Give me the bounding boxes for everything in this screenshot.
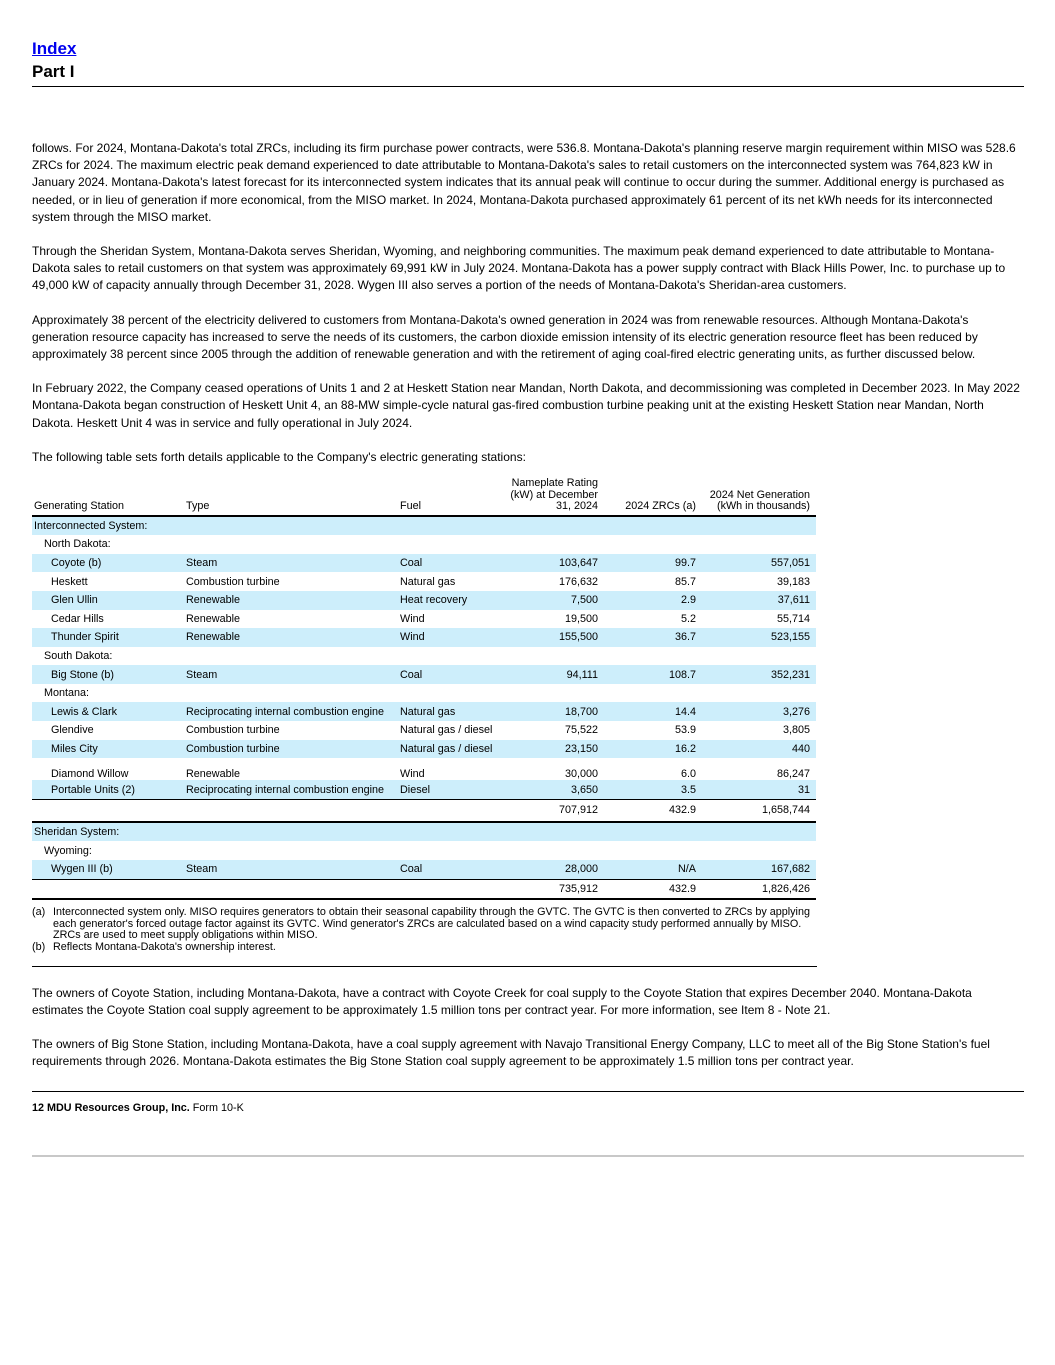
header-type: Type xyxy=(184,478,398,516)
footnotes-rule xyxy=(32,966,817,967)
subsection-row: North Dakota: xyxy=(44,538,111,551)
table-row: Coyote (b) Steam Coal 103,647 99.7 557,051 xyxy=(32,554,816,573)
paragraph-table-intro: The following table sets forth details applicable to the Company's electric generating stations: xyxy=(32,449,526,464)
paragraph-heskett-station: In February 2022, the Company ceased operations of Units 1 and 2 at Heskett Station near Mandan, North Dakota, and decommissioning was completed in December 2023. In May 2022 Montana-Dakota began construction of Heskett Unit 4, an 88-MW simple-cycle natural gas-fired combustion turbine peaking unit at the existing Heskett Station near Mandan, North Dakota. Heskett Unit 4 was in service and fully operational in July 2024. xyxy=(32,381,1020,430)
section-row: Sheridan System: xyxy=(32,822,816,842)
table-row: Lewis & Clark Reciprocating internal combustion engine Natural gas 18,700 14.4 3,276 xyxy=(32,702,816,721)
footnote-a-text: Interconnected system only. MISO requires generators to obtain their seasonal capability through the GVTC. The GVTC is then converted to ZRCs by applying each generator's forced outage factor against its GVTC. Wind generator's ZRCs are calculated based on a wind capacity study performed annually by MISO. ZRCs are used to meet supply obligations within MISO. xyxy=(53,906,810,942)
table-row: Heskett Combustion turbine Natural gas 176,632 85.7 39,183 xyxy=(51,575,810,588)
paragraph-sheridan-system: Through the Sheridan System, Montana-Dakota serves Sheridan, Wyoming, and neighboring communities. The maximum peak demand experienced to date attributable to Montana-Dakota sales to retail customers on that system was approximately 69,991 kW in July 2024. Montana-Dakota has a power supply contract with Black Hills Power, Inc. to purchase up to 49,000 kW of capacity annually through December 31, 2028. Wygen III also serves a portion of the needs of Montana-Dakota's Sheridan-area customers. xyxy=(32,244,1006,293)
table-row: Portable Units (2) Reciprocating internal combustion engine Diesel 3,650 3.5 31 xyxy=(32,780,816,799)
header-zrcs: 2024 ZRCs (a) xyxy=(604,478,702,516)
footnote-a-label: (a) xyxy=(32,906,46,919)
table-row: Big Stone (b) Steam Coal 94,111 108.7 352,231 xyxy=(32,665,816,684)
table-row: Wygen III (b) Steam Coal 28,000 N/A 167,682 xyxy=(32,860,816,879)
header-station: Generating Station xyxy=(32,478,184,516)
table-footnotes xyxy=(32,907,816,953)
footnote-b-text: Reflects Montana-Dakota's ownership interest. xyxy=(53,941,276,954)
footnote-b-label: (b) xyxy=(32,941,46,954)
footer-company: 12 MDU Resources Group, Inc. xyxy=(32,1102,190,1115)
header-rating: Nameplate Rating (kW) at December 31, 2024 xyxy=(506,478,604,516)
subsection-row: South Dakota: xyxy=(44,650,113,662)
subsection-row: Wyoming: xyxy=(44,844,92,857)
table-row: Glen Ullin Renewable Heat recovery 7,500 2.9 37,611 xyxy=(32,591,816,610)
index-link[interactable]: Index xyxy=(32,39,77,58)
total-row: 735,912 432.9 1,826,426 xyxy=(32,879,816,899)
page-footer xyxy=(32,1102,1024,1114)
header-fuel: Fuel xyxy=(398,478,506,516)
paragraph-reserve-margin: follows. For 2024, Montana-Dakota's total ZRCs, including its firm purchase power contracts, were 536.8. Montana-Dakota's planning reserve margin requirement within MISO was 528.6 ZRCs for 2024. The maximum electric peak demand experienced to date attributable to Montana-Dakota's sales to retail customers on the interconnected system was 764,823 kW in January 2024. Montana-Dakota's latest forecast for its interconnected system indicates that its annual peak will continue to occur during the summer. Additional energy is purchased as needed, or in lieu of generation if more economical, from the MISO market. In 2024, Montana-Dakota purchased approximately 61 percent of its net kWh needs for its interconnected system through the MISO market. xyxy=(32,141,1016,224)
subtotal-row: 707,912 432.9 1,658,744 xyxy=(32,799,816,822)
header-net-generation: 2024 Net Generation (kWh in thousands) xyxy=(702,478,816,516)
document-page xyxy=(32,38,1024,1157)
table-row: Diamond Willow Renewable Wind 30,000 6.0 86,247 xyxy=(51,768,810,781)
part-title: Part I xyxy=(32,62,75,81)
paragraph-big-stone-station: The owners of Big Stone Station, including Montana-Dakota, have a coal supply agreement with Navajo Transitional Energy Company, LLC to meet all of the Big Stone Station's fuel requirements through 2026. Montana-Dakota estimates the Big Stone Station coal supply agreement to be approximately 1.5 million tons per contract year. xyxy=(32,1037,990,1069)
header-rule xyxy=(32,86,1024,87)
page-bottom-rule xyxy=(32,1155,1024,1157)
footer-rule xyxy=(32,1091,1024,1092)
table-row: Miles City Combustion turbine Natural gas / diesel 23,150 16.2 440 xyxy=(32,740,816,759)
footnote-a xyxy=(32,907,816,942)
paragraph-renewable-resources: Approximately 38 percent of the electricity delivered to customers from Montana-Dakota's owned generation in 2024 was from renewable resources. Although Montana-Dakota's generation resource capacity has increased to serve the needs of its customers, the carbon dioxide emission intensity of its electric generation resource fleet has been reduced by approximately 38 percent since 2005 through the addition of renewable generation and with the retirement of aging coal-fired electric generating units, as further discussed below. xyxy=(32,312,978,362)
footer-form: Form 10-K xyxy=(192,1102,244,1115)
table-row: Thunder Spirit Renewable Wind 155,500 36.7 523,155 xyxy=(32,628,816,647)
subsection-row: Montana: xyxy=(44,687,90,700)
table-row: Cedar Hills Renewable Wind 19,500 5.2 55,714 xyxy=(51,612,810,625)
section-row: Interconnected System: xyxy=(32,516,816,536)
table-header-row xyxy=(32,478,816,516)
table-row: Glendive Combustion turbine Natural gas / diesel 75,522 53.9 3,805 xyxy=(51,724,810,737)
generating-stations-table xyxy=(32,478,816,900)
footnote-b xyxy=(32,942,816,954)
paragraph-coyote-station: The owners of Coyote Station, including Montana-Dakota, have a contract with Coyote Creek for coal supply to the Coyote Station that expires December 2040. Montana-Dakota estimates the Coyote Station coal supply agreement to be approximately 1.5 million tons per contract year. For more information, see Item 8 - Note 21. xyxy=(32,985,972,1017)
